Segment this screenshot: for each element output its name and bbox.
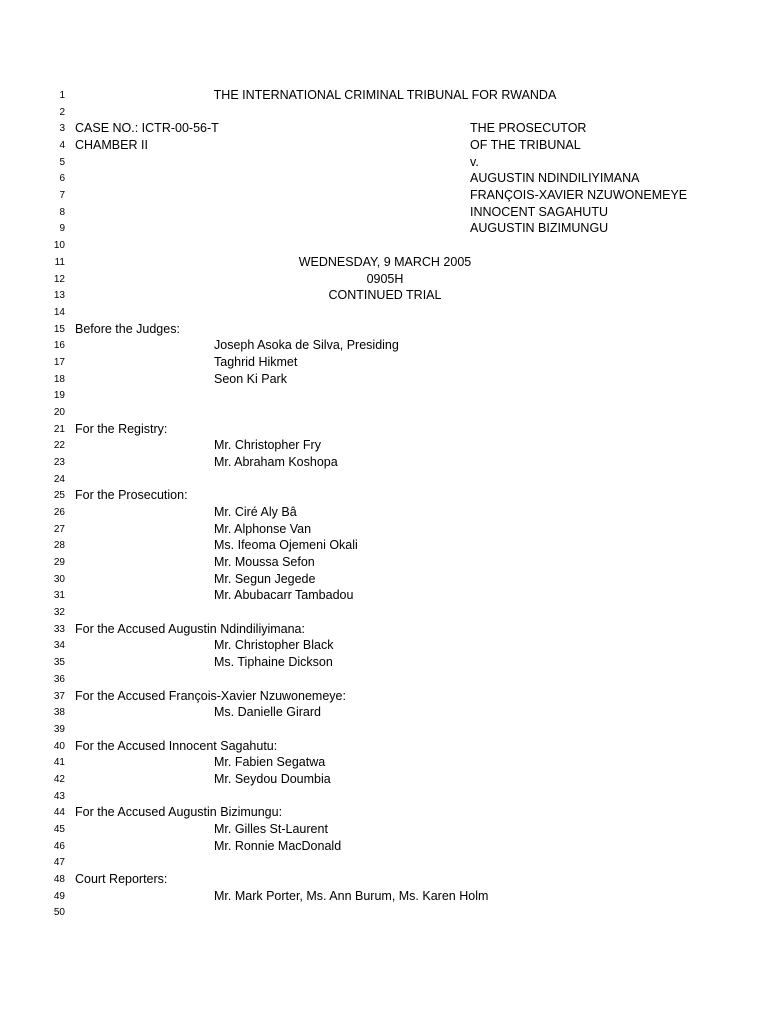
line-text-right-column: OF THE TRIBUNAL: [470, 138, 581, 152]
line-text-left: For the Prosecution:: [75, 488, 188, 503]
transcript-line: [0, 237, 770, 253]
line-number: 19: [53, 390, 65, 402]
line-number: 5: [59, 156, 65, 168]
line-text-left: For the Accused Augustin Bizimungu:: [75, 805, 283, 820]
line-number: 24: [53, 473, 65, 485]
transcript-line: [0, 204, 770, 220]
line-number: 23: [53, 457, 65, 468]
transcript-line: [0, 571, 770, 587]
transcript-line: [0, 154, 770, 170]
line-number: 16: [53, 340, 65, 352]
line-text-right-column: AUGUSTIN NDINDILIYIMANA: [470, 171, 640, 186]
line-text-indented: Ms. Ifeoma Ojemeni Okali: [214, 538, 358, 553]
transcript-line: [0, 621, 770, 637]
line-text-right-column: AUGUSTIN BIZIMUNGU: [470, 221, 609, 236]
transcript-line: [0, 170, 770, 186]
line-number: 45: [53, 823, 65, 835]
transcript-line: [0, 304, 770, 320]
line-text-right-column: FRANÇOIS-XAVIER NZUWONEMEYE: [470, 188, 688, 203]
transcript-line: [0, 854, 770, 870]
line-text-indented: Mr. Abubacarr Tambadou: [214, 588, 354, 603]
line-number: 15: [53, 323, 65, 335]
transcript-line: [0, 721, 770, 737]
line-text-right-column: THE PROSECUTOR: [470, 121, 587, 136]
line-text-indented: Mr. Fabien Segatwa: [214, 755, 326, 770]
transcript-line: [0, 587, 770, 603]
transcript-line: [0, 688, 770, 704]
line-text-center: THE INTERNATIONAL CRIMINAL TRIBUNAL FOR RWANDA: [213, 88, 557, 102]
transcript-line: [0, 771, 770, 787]
transcript-line: [0, 637, 770, 653]
line-number: 29: [53, 557, 65, 568]
line-text-left: For the Registry:: [75, 421, 168, 436]
transcript-line: [0, 904, 770, 920]
line-number: 43: [53, 790, 65, 802]
transcript-line: [0, 537, 770, 553]
line-number: 4: [59, 140, 65, 151]
line-number: 18: [53, 373, 65, 385]
line-number: 32: [53, 607, 65, 619]
line-number: 37: [53, 690, 65, 702]
line-text-right-column: INNOCENT SAGAHUTU: [470, 204, 608, 219]
transcript-line: [0, 754, 770, 770]
transcript-line: [0, 454, 770, 470]
transcript-line: [0, 254, 770, 270]
transcript-line: [0, 521, 770, 537]
line-text-indented: Mr. Ciré Aly Bâ: [214, 505, 297, 519]
transcript-line: [0, 838, 770, 854]
line-text-left: Court Reporters:: [75, 872, 168, 886]
line-number: 42: [53, 773, 65, 785]
line-number: 22: [53, 440, 65, 452]
line-number: 49: [53, 890, 65, 902]
line-number: 39: [53, 723, 65, 735]
line-text-left: For the Accused François-Xavier Nzuwonemeye:: [75, 688, 346, 703]
line-text-indented: Ms. Tiphaine Dickson: [214, 655, 333, 670]
line-text-indented: Mr. Abraham Koshopa: [214, 455, 338, 469]
line-number: 48: [53, 874, 65, 885]
transcript-line: [0, 120, 770, 136]
line-text-right-column: v.: [470, 154, 479, 169]
transcript-line: [0, 321, 770, 337]
line-number: 28: [53, 540, 65, 552]
transcript-line: [0, 371, 770, 387]
line-number: 6: [59, 173, 65, 185]
transcript-line: [0, 287, 770, 303]
transcript-line: [0, 888, 770, 904]
line-number: 31: [53, 590, 65, 602]
line-text-indented: Mr. Seydou Doumbia: [214, 771, 331, 786]
line-number: 11: [54, 256, 65, 268]
line-text-indented: Mr. Christopher Fry: [214, 438, 321, 453]
line-number: 20: [53, 406, 65, 418]
line-text-center: 0905H: [366, 271, 404, 286]
line-number: 17: [53, 356, 65, 368]
line-text-indented: Mr. Alphonse Van: [214, 521, 312, 536]
line-number: 36: [53, 673, 65, 685]
transcript-line: [0, 604, 770, 620]
transcript-line: [0, 87, 770, 103]
line-number: 8: [59, 206, 65, 218]
line-text-indented: Mr. Christopher Black: [214, 638, 334, 653]
line-text-indented: Mr. Segun Jegede: [214, 571, 316, 586]
line-number: 38: [53, 707, 65, 719]
transcript-line: [0, 337, 770, 353]
transcript-line: [0, 471, 770, 487]
transcript-line: [0, 554, 770, 570]
transcript-line: [0, 871, 770, 887]
transcript-line: [0, 220, 770, 236]
line-number: 26: [53, 507, 65, 518]
line-text-left: For the Accused Augustin Ndindiliyimana:: [75, 621, 305, 636]
line-number: 13: [53, 290, 65, 302]
line-number: 35: [53, 657, 65, 669]
transcript-line: [0, 137, 770, 153]
transcript-line: [0, 437, 770, 453]
line-number: 12: [53, 273, 65, 285]
line-number: 33: [53, 623, 65, 635]
line-number: 14: [53, 306, 65, 318]
line-text-center: CONTINUED TRIAL: [328, 288, 442, 303]
transcript-line: [0, 738, 770, 754]
line-number: 40: [53, 740, 65, 752]
line-number: 30: [53, 573, 65, 585]
transcript-line: [0, 804, 770, 820]
line-text-left: Before the Judges:: [75, 321, 180, 336]
transcript-line: [0, 104, 770, 120]
transcript-line: [0, 788, 770, 804]
line-text-indented: Taghrid Hikmet: [214, 354, 298, 369]
line-number: 2: [59, 106, 65, 118]
line-text-indented: Mr. Mark Porter, Ms. Ann Burum, Ms. Karen Holm: [214, 888, 489, 903]
line-number: 34: [53, 640, 65, 652]
line-number: 9: [59, 223, 65, 235]
line-text-indented: Joseph Asoka de Silva, Presiding: [214, 338, 399, 353]
line-text-left: CHAMBER II: [75, 138, 148, 152]
transcript-line: [0, 654, 770, 670]
line-number: 3: [59, 123, 65, 135]
line-number: 50: [53, 907, 65, 919]
line-number: 1: [59, 90, 65, 101]
line-text-indented: Ms. Danielle Girard: [214, 705, 321, 720]
line-text-left: For the Accused Innocent Sagahutu:: [75, 738, 278, 753]
transcript-line: [0, 504, 770, 520]
transcript-line: [0, 354, 770, 370]
line-number: 46: [53, 840, 65, 852]
line-number: 44: [53, 807, 65, 819]
transcript-line: [0, 387, 770, 403]
transcript-line: [0, 421, 770, 437]
line-number: 7: [59, 190, 65, 202]
transcript-line: [0, 271, 770, 287]
transcript-line: [0, 187, 770, 203]
line-text-left: CASE NO.: ICTR-00-56-T: [75, 121, 219, 136]
line-number: 10: [53, 240, 65, 252]
line-number: 25: [53, 490, 65, 502]
transcript-line: [0, 487, 770, 503]
transcript-line: [0, 821, 770, 837]
line-number: 27: [53, 523, 65, 535]
line-text-indented: Mr. Gilles St-Laurent: [214, 821, 328, 836]
line-text-indented: Seon Ki Park: [214, 371, 287, 386]
line-text-indented: Mr. Moussa Sefon: [214, 555, 315, 569]
line-number: 41: [53, 757, 65, 769]
transcript-line: [0, 671, 770, 687]
transcript-line: [0, 404, 770, 420]
line-text-indented: Mr. Ronnie MacDonald: [214, 838, 342, 853]
line-number: 47: [53, 857, 65, 869]
line-text-center: WEDNESDAY, 9 MARCH 2005: [298, 254, 472, 269]
transcript-line: [0, 704, 770, 720]
line-number: 21: [53, 423, 65, 435]
